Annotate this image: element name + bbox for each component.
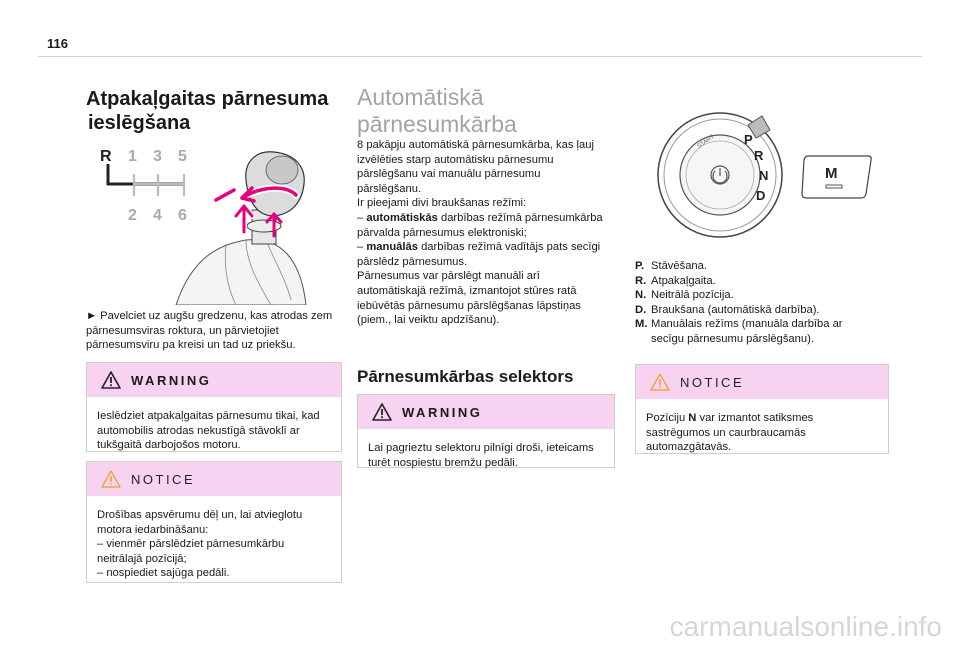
mode-desc: darbības režīmā vadītājs pats secīgi pārslēdz pārnesumus. (357, 241, 601, 268)
notice-text-part: Pozīciju (646, 412, 689, 424)
gear-pattern (100, 148, 187, 224)
mode-name: automātiskās (366, 211, 438, 224)
top-rule (38, 56, 922, 57)
title-line-1: Automātiskā (357, 84, 484, 110)
warning-box-reverse (86, 362, 342, 452)
dial-letter-n: N (759, 168, 769, 183)
warning-label: WARNING (402, 404, 483, 420)
gear-label-5: 5 (178, 148, 187, 165)
gear-lever (176, 152, 306, 305)
legend-text: Stāvēšana. (651, 260, 707, 272)
warning-text: Ieslēdziet atpakaļgaitas pārnesumu tikai, kad automobilis atrodas nekustīgā stāvoklī ar tukšgaitā darbojošos motoru. (97, 410, 320, 452)
notice-text (87, 496, 341, 589)
manual-mode-button (802, 156, 871, 198)
notice-header (636, 365, 888, 399)
notice-text-bold: N (688, 412, 697, 424)
section-title-automatic (357, 84, 517, 138)
automatic-description (357, 138, 605, 328)
start-label: START (696, 134, 716, 150)
watermark[interactable]: carmanualsonline.info (669, 611, 942, 642)
notice-text (636, 399, 888, 463)
gear-label-1: 1 (128, 148, 137, 165)
gear-label-6: 6 (178, 207, 187, 224)
notice-label: NOTICE (131, 471, 196, 487)
mode-name: manuālās (366, 241, 418, 254)
warning-text: Lai pagrieztu selektoru pilnīgi droši, ieteicams turēt nospiestu bremžu pedāli. (368, 442, 594, 469)
mode-item: – manuālās darbības režīmā vadītājs pats secīgi pārslēdz pārnesumus. (357, 241, 601, 268)
notice-line: – nospiediet sajūga pedāli. (97, 567, 230, 580)
notice-line: – vienmēr pārslēdziet pārnesumkārbu neitrālajā pozīcijā; (97, 538, 285, 565)
mode-desc: darbības režīmā pārnesumkārba pārvalda pārnesumus elektroniski; (357, 211, 603, 239)
legend-item (635, 274, 865, 289)
dial-letter-d: D (756, 188, 766, 203)
rotary-dial (658, 113, 782, 237)
gear-label-r: R (100, 148, 112, 165)
dial-letter-r: R (754, 148, 764, 163)
legend-text: Atpakaļgaita. (651, 274, 716, 287)
gear-selector-illustration (640, 110, 880, 250)
notice-text-part: var izmantot satiksmes sastrēgumos un caurbraucamās automazgātavās. (646, 412, 814, 454)
paragraph: 8 pakāpju automātiskā pārnesumkārba, kas ļauj izvēlēties starp automātisku pārnesumu pārslēgšanu vai manuālu pārnesumu pārslēgšanu. (357, 139, 594, 195)
title-line-2: pārnesumkārba (357, 111, 517, 137)
section-title-selector: Pārnesumkārbas selektors (357, 367, 574, 386)
legend-text: Manuālais režīms (manuāla darbība ar secīgu pārnesumu pārslēgšanu). (651, 318, 843, 345)
warning-box-selector (357, 394, 615, 468)
notice-line: Drošības apsvērumu dēļ un, lai atvieglotu motora iedarbināšanu: (97, 509, 303, 536)
mode-item: – automātiskās darbības režīmā pārnesumkārba pārvalda pārnesumus elektroniski; (357, 211, 603, 239)
gear-label-4: 4 (153, 207, 162, 224)
warning-label: WARNING (131, 372, 212, 388)
legend-item (635, 317, 865, 346)
legend-key: M. (635, 318, 648, 331)
legend-item (635, 303, 865, 318)
legend-key: N. (635, 289, 647, 302)
notice-triangle-icon (101, 470, 121, 488)
legend-text: Neitrālā pozīcija. (651, 289, 734, 302)
notice-header (87, 462, 341, 496)
legend-key: R. (635, 274, 647, 287)
legend-item (635, 288, 865, 303)
notice-box-safety (86, 461, 342, 583)
warning-triangle-icon (101, 371, 121, 389)
gear-label-2: 2 (128, 207, 137, 224)
title-line-1: Atpakaļgaitas pārnesuma (86, 88, 329, 110)
warning-header (87, 363, 341, 397)
notice-box-neutral (635, 364, 889, 454)
page-number: 116 (47, 36, 68, 51)
legend-key: D. (635, 303, 647, 316)
m-button-label: M (825, 165, 838, 182)
gear-label-3: 3 (153, 148, 162, 165)
selector-legend (635, 259, 865, 347)
title-line-2: ieslēgšana (88, 112, 191, 134)
notice-triangle-icon (650, 373, 670, 391)
paragraph: Pārnesumus var pārslēgt manuāli arī automātiskajā režīmā, izmantojot stūres ratā iebūvētās pārnesumu pārslēgšanas lāpstiņas (piem., lai veiktu apdzīšanu). (357, 270, 581, 327)
section-title-reverse (86, 87, 328, 135)
gear-shift-illustration (96, 140, 311, 305)
legend-item (635, 259, 865, 274)
legend-text: Braukšana (automātiskā darbība). (651, 303, 820, 316)
warning-triangle-icon (372, 403, 392, 421)
reverse-instruction: ► Pavelciet uz augšu gredzenu, kas atrodas zem pārnesumsviras roktura, un pārvietojiet pārnesumsviru pa kreisi un tad uz priekšu. (86, 310, 333, 352)
warning-header (358, 395, 614, 429)
paragraph: Ir pieejami divi braukšanas režīmi: (357, 197, 527, 210)
legend-key: P. (635, 260, 645, 272)
dial-letter-p: P (744, 132, 753, 147)
notice-label: NOTICE (680, 374, 745, 390)
